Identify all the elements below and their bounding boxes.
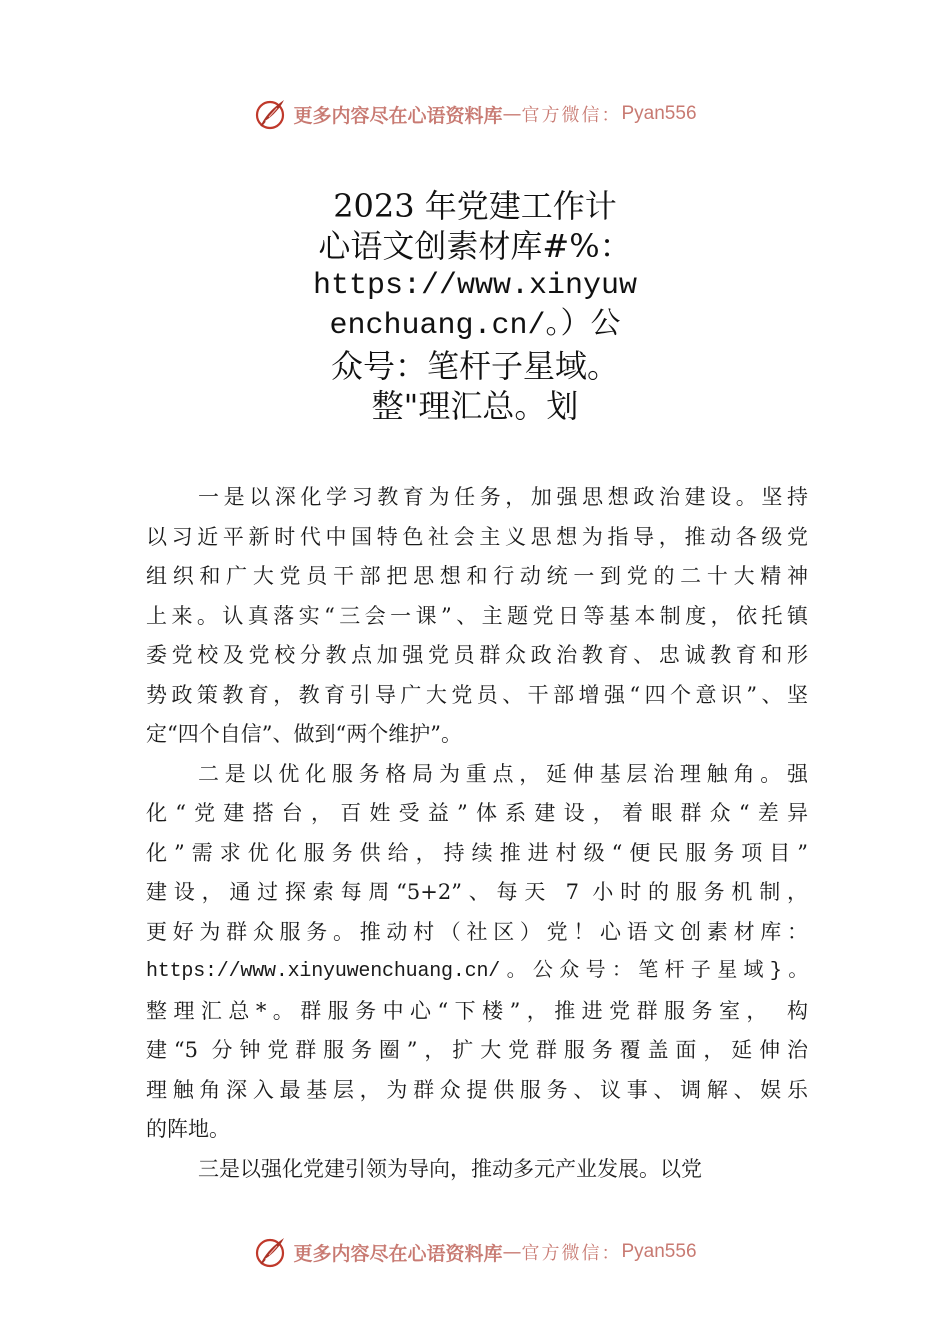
- document-body: [146, 478, 808, 1189]
- paragraph-line: 组织和广大党员干部把思想和行动统一到党的二十大精神: [146, 564, 808, 588]
- header-banner: [0, 94, 950, 134]
- banner-wechat-label: 官方微信：: [521, 1243, 622, 1264]
- banner-wechat-label: 官方微信：: [521, 105, 622, 126]
- quill-logo-icon: [253, 96, 289, 132]
- title-line: https://www.xinyuw: [312, 269, 638, 303]
- document-title: [0, 186, 950, 426]
- title-line: 众号：笔杆子星域。: [330, 347, 619, 385]
- paragraph-line: 三是以强化党建引领为导向，推动多元产业发展。以党: [198, 1156, 702, 1181]
- title-line: enchuang.cn/。）公: [329, 309, 621, 343]
- paragraph-line: 建设，通过探索每周“5+2”、每天 7 小时的服务机制，: [146, 880, 808, 904]
- paragraph-line: 更好为群众服务。推动村（社区）党！心语文创素材库：: [146, 919, 808, 944]
- paragraph-line: 理触角深入最基层，为群众提供服务、议事、调解、娱乐: [146, 1077, 808, 1102]
- banner-slogan: 更多内容尽在心语资料库: [293, 1242, 503, 1265]
- paragraph-line: 的阵地。: [146, 1117, 230, 1141]
- banner-dash: —: [502, 1241, 522, 1263]
- paragraph-line: 委党校及党校分教点加强党员群众政治教育、忠诚教育和形: [146, 643, 808, 667]
- footer-banner: [0, 1232, 950, 1272]
- title-line: 2023 年党建工作计: [333, 187, 617, 225]
- paragraph-line: 整理汇总*。群服务中心“下楼”，推进党群服务室， 构: [146, 998, 808, 1023]
- paragraph-line: 二是以优化服务格局为重点，延伸基层治理触角。强: [198, 761, 808, 786]
- paragraph-line: 势政策教育，教育引导广大党员、干部增强“四个意识”、坚: [146, 682, 808, 707]
- banner-slogan: 更多内容尽在心语资料库: [293, 104, 503, 127]
- paragraph-line: https://www.xinyuwenchuang.cn/。公众号：笔杆子星域}。: [146, 960, 808, 983]
- paragraph-line: 化“党建搭台，百姓受益”体系建设，着眼群众“差异: [146, 801, 808, 825]
- paragraph-line: 建“5 分钟党群服务圈”，扩大党群服务覆盖面，延伸治: [146, 1038, 808, 1062]
- paragraph-line: 一是以深化学习教育为任务，加强思想政治建设。坚持: [198, 485, 808, 509]
- title-line: 整"理汇总。划: [371, 387, 579, 425]
- banner-wechat-id: Pyan556: [621, 1241, 697, 1262]
- quill-logo-icon: [253, 1234, 289, 1270]
- paragraph-line: 以习近平新时代中国特色社会主义思想为指导，推动各级党: [146, 524, 808, 549]
- title-line: 心语文创素材库#%：: [318, 227, 632, 265]
- paragraph-line: 化”需求优化服务供给，持续推进村级“便民服务项目”: [146, 840, 808, 865]
- banner-dash: —: [502, 103, 522, 125]
- paragraph-line: 上来。认真落实“三会一课”、主题党日等基本制度，依托镇: [146, 603, 808, 628]
- paragraph-line: 定“四个自信”、做到“两个维护”。: [146, 722, 462, 746]
- banner-wechat-id: Pyan556: [621, 103, 697, 124]
